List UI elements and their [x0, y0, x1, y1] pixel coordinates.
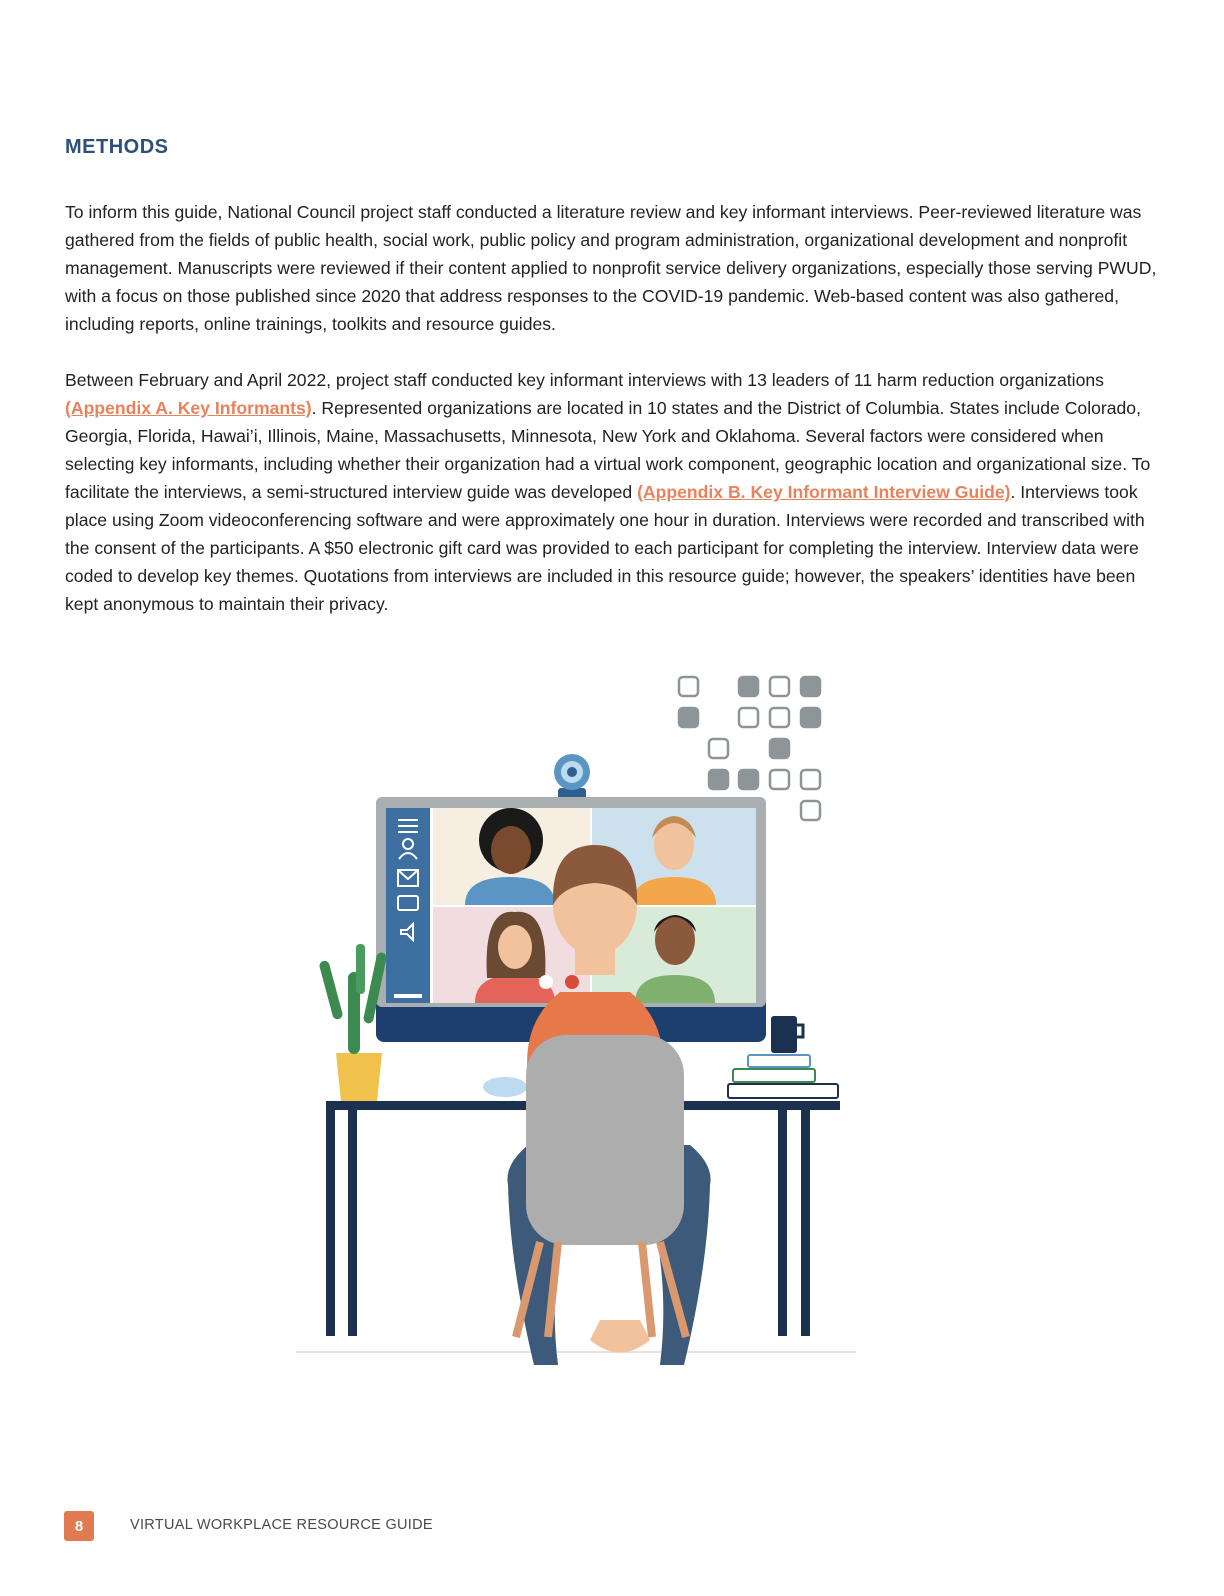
paragraph-2-text-1: Between February and April 2022, project staff conducted key informant interviews with 13 leaders of 11 harm reduction organizations — [65, 370, 1104, 390]
appendix-b-link[interactable]: (Appendix B. Key Informant Interview Guide) — [637, 482, 1011, 502]
section-heading: METHODS — [65, 136, 169, 158]
appendix-a-link[interactable]: (Appendix A. Key Informants) — [65, 398, 312, 418]
page-number-badge: 8 — [64, 1511, 94, 1541]
footer-title: VIRTUAL WORKPLACE RESOURCE GUIDE — [130, 1517, 433, 1533]
webcam-icon — [554, 754, 590, 800]
paragraph-2-text-3: . Interviews took place using Zoom videoconferencing software and were approximately one hour in duration. Interviews were recorded and transcribed with the consent of the participants. A $50 electronic gift card was provided to each participant for completing the interview. Interview data were coded to develop key themes. Quotations from interviews are included in this resource guide; however, the speakers’ identities have been kept anonymous to maintain their privacy. — [65, 482, 1145, 614]
methods-paragraph-1: To inform this guide, National Council project staff conducted a literature review and key informant interviews. Peer-reviewed literature was gathered from the fields of public health, social work, public policy and program administration, organizational development and nonprofit management. Manuscripts were reviewed if their content applied to nonprofit service delivery organizations, especially those serving PWUD, with a focus on those published since 2020 that address responses to the COVID-19 pandemic. Web-based content was also gathered, including reports, online trainings, toolkits and resource guides. — [65, 202, 1157, 334]
paragraph-2-text-2: . Represented organizations are located in 10 states and the District of Columbia. States include Colorado, Georgia, Florida, Hawai’i, Illinois, Maine, Massachusetts, Minnesota, New York and Oklahoma. Several factors were considered when selecting key informants, including whether their organization had a virtual work component, geographic location and organizational size. To facilitate the interviews, a semi-structured interview guide was developed — [65, 398, 1151, 502]
methods-paragraph-2 — [65, 366, 1160, 618]
video-conference-illustration — [290, 660, 870, 1380]
